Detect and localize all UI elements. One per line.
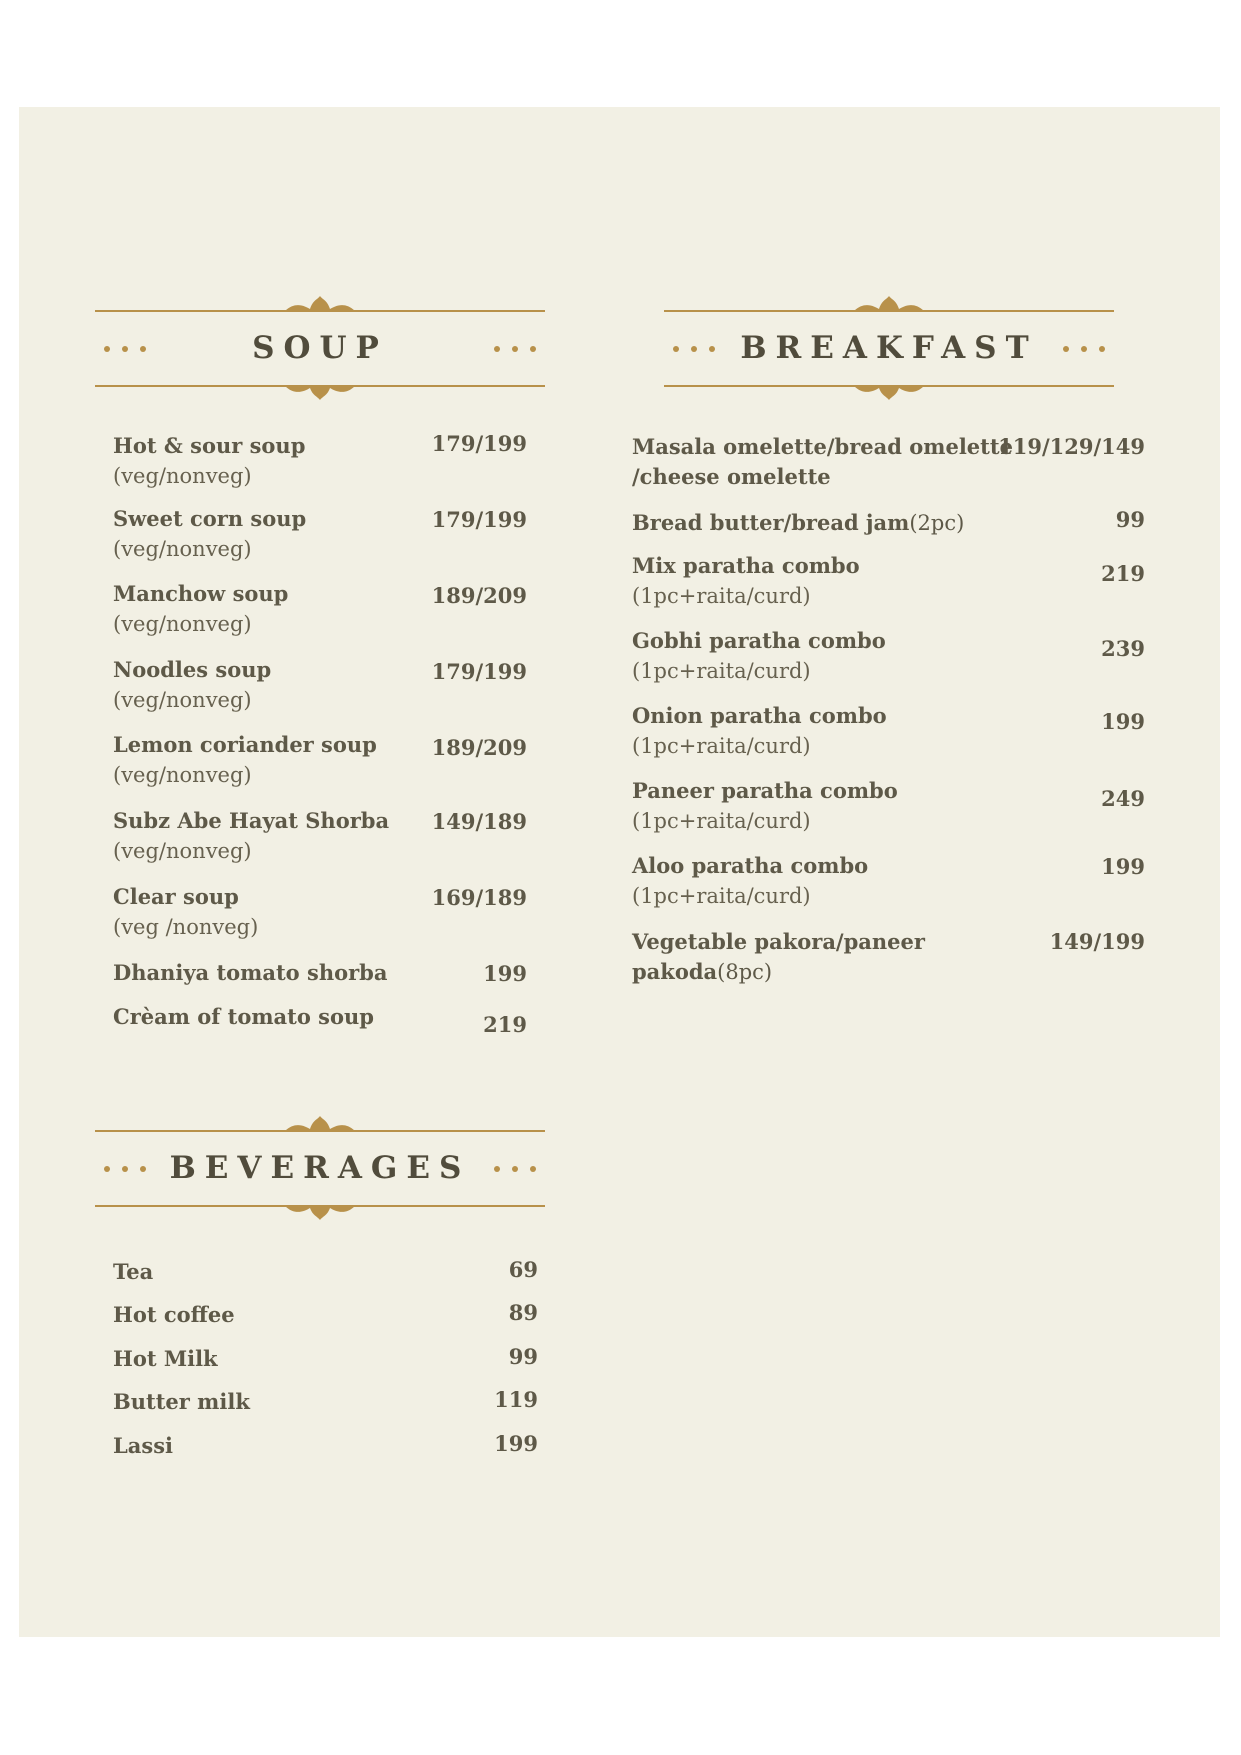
item-price: 179/199	[431, 507, 527, 532]
item-note: (veg/nonveg)	[113, 464, 252, 488]
item-note: (1pc+raita/curd)	[632, 584, 811, 608]
list-item	[632, 701, 887, 761]
list-item	[113, 806, 389, 866]
item-price: 179/199	[431, 659, 527, 684]
beverages-title: BEVERAGES	[169, 1150, 471, 1186]
item-price: 199	[494, 1431, 538, 1456]
item-name: Onion paratha combo	[632, 703, 887, 728]
item-name: Crèam of tomato soup	[113, 1004, 374, 1029]
item-price: 189/209	[431, 735, 527, 760]
item-price: 239	[1101, 636, 1145, 661]
item-price: 199	[1101, 854, 1145, 879]
soup-header	[95, 296, 545, 406]
item-name: Paneer paratha combo	[632, 778, 898, 803]
item-price: 99	[508, 1344, 538, 1369]
item-price: 219	[1101, 561, 1145, 586]
list-item	[113, 504, 306, 564]
item-name: Gobhi paratha combo	[632, 628, 886, 653]
list-item	[113, 1344, 218, 1374]
item-price: 89	[508, 1300, 538, 1325]
list-item	[632, 432, 1013, 492]
item-note: (veg/nonveg)	[113, 688, 252, 712]
item-price: 119	[494, 1387, 538, 1412]
list-item	[632, 851, 868, 911]
list-item	[632, 626, 886, 686]
list-item	[113, 579, 288, 639]
list-item	[113, 1002, 374, 1032]
item-note: (veg/nonveg)	[113, 839, 252, 863]
item-name: Hot Milk	[113, 1346, 218, 1371]
item-name-cont: /cheese omelette	[632, 464, 831, 489]
item-name: Butter milk	[113, 1389, 250, 1414]
list-item	[113, 1257, 153, 1287]
item-price: 69	[508, 1257, 538, 1282]
list-item	[632, 776, 898, 836]
item-price: 199	[483, 961, 527, 986]
item-price: 179/199	[431, 431, 527, 456]
item-name: Hot & sour soup	[113, 433, 306, 458]
list-item	[113, 655, 271, 715]
item-name: Dhaniya tomato shorba	[113, 960, 388, 985]
item-price: 249	[1101, 786, 1145, 811]
item-name: Tea	[113, 1259, 154, 1284]
item-name: Manchow soup	[113, 581, 289, 606]
list-item	[113, 1431, 173, 1461]
item-name: Vegetable pakora/paneer	[632, 929, 925, 954]
list-item	[113, 882, 258, 942]
list-item	[632, 508, 964, 538]
item-name: Masala omelette/bread omelette	[632, 434, 1013, 459]
list-item	[632, 551, 860, 611]
item-name: Clear soup	[113, 884, 239, 909]
breakfast-header	[664, 296, 1114, 406]
item-price: 149/199	[1049, 929, 1145, 954]
list-item	[113, 1387, 250, 1417]
breakfast-title: BREAKFAST	[740, 330, 1038, 366]
item-note: (veg/nonveg)	[113, 763, 252, 787]
item-note: (veg /nonveg)	[113, 915, 259, 939]
item-name: Mix paratha combo	[632, 553, 860, 578]
item-name: Hot coffee	[113, 1302, 235, 1327]
soup-title: SOUP	[252, 330, 388, 366]
item-price: 219	[483, 1012, 527, 1037]
list-item	[113, 1300, 235, 1330]
item-name: Aloo paratha combo	[632, 853, 869, 878]
list-item	[113, 958, 387, 988]
item-note: (1pc+raita/curd)	[632, 884, 811, 908]
item-note: (1pc+raita/curd)	[632, 659, 811, 683]
item-price: 199	[1101, 709, 1145, 734]
item-name: Lassi	[113, 1433, 173, 1458]
item-note: (2pc)	[909, 511, 965, 535]
item-note: (veg/nonveg)	[113, 612, 252, 636]
beverages-header	[95, 1116, 545, 1226]
item-name: Bread butter/bread jam	[632, 510, 910, 535]
list-item	[113, 730, 377, 790]
item-name: Subz Abe Hayat Shorba	[113, 808, 390, 833]
list-item	[113, 431, 305, 491]
item-price: 189/209	[431, 583, 527, 608]
item-note: (veg/nonveg)	[113, 537, 252, 561]
item-price: 149/189	[431, 809, 527, 834]
list-item	[632, 927, 925, 987]
item-note: (1pc+raita/curd)	[632, 809, 811, 833]
item-price: 99	[1115, 507, 1145, 532]
item-name-cont: pakoda	[632, 959, 718, 984]
item-name: Sweet corn soup	[113, 506, 307, 531]
item-note: (1pc+raita/curd)	[632, 734, 811, 758]
item-name: Lemon coriander soup	[113, 732, 377, 757]
item-price: 119/129/149	[998, 434, 1145, 459]
item-note: (8pc)	[717, 960, 773, 984]
item-name: Noodles soup	[113, 657, 272, 682]
item-price: 169/189	[431, 885, 527, 910]
